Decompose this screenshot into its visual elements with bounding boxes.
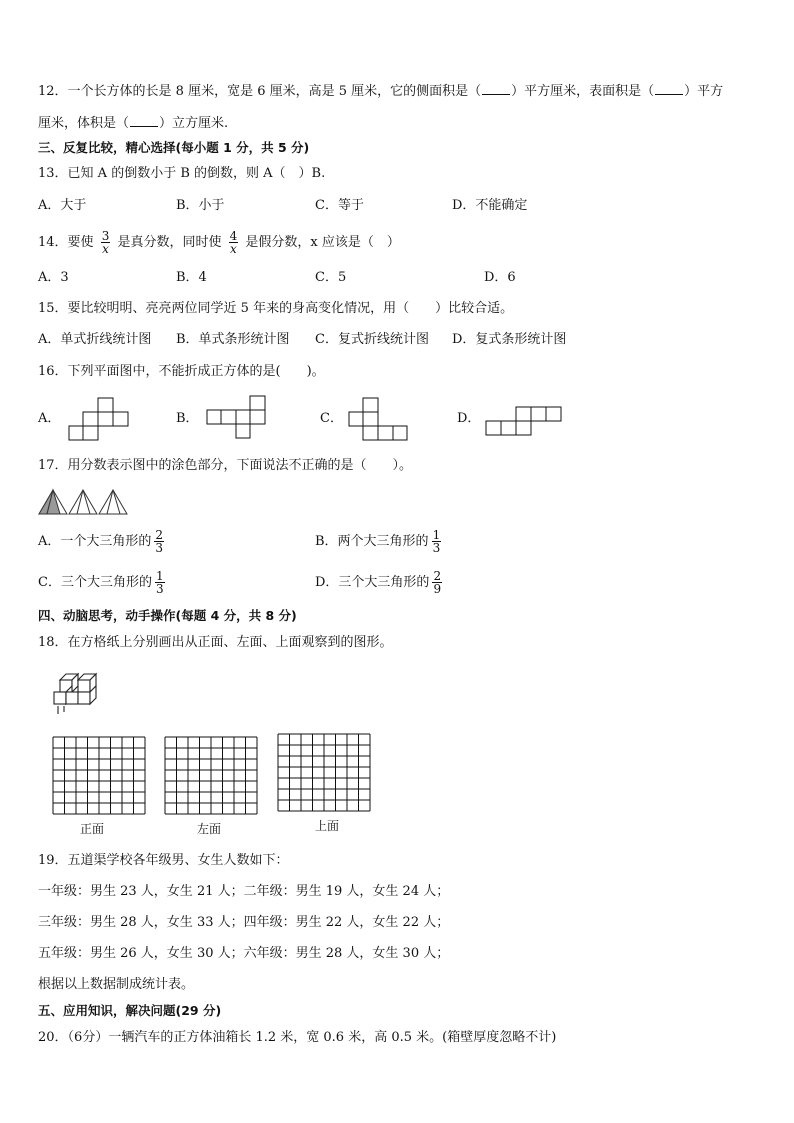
option-d[interactable]: D．6 — [484, 270, 516, 285]
data-line: 三年级：男生 28 人，女生 33 人；四年级：男生 22 人，女生 22 人； — [38, 915, 450, 930]
option-c-label[interactable]: C． — [320, 411, 343, 426]
option-a[interactable]: A．单式折线统计图 — [38, 332, 152, 347]
cube-net-d — [485, 406, 563, 438]
instruction-text: 根据以上数据制成统计表。 — [38, 977, 195, 992]
option-b[interactable]: B．小于 — [176, 198, 225, 213]
option-c[interactable]: C．5 — [315, 270, 347, 285]
section-heading: 五、应用知识，解决问题(29 分) — [38, 1003, 222, 1018]
cube-net-c — [348, 397, 410, 443]
grid-top[interactable] — [277, 733, 371, 813]
option-d[interactable]: D．复式条形统计图 — [452, 332, 567, 347]
option-c[interactable]: C．等于 — [315, 198, 364, 213]
option-a[interactable]: A．一个大三角形的 $\frac{2}{3}$ — [38, 528, 164, 555]
question-stem: 19．五道渠学校各年级男、女生人数如下： — [38, 853, 289, 868]
option-b[interactable]: B．4 — [176, 270, 207, 285]
q14-stem: 14．要使 $\frac{3}{x}$ 是真分数，同时使 $\frac{4}{x}$ 是假分数，x 应该是（ ） — [38, 229, 400, 256]
cube-net-b — [206, 395, 268, 441]
question-stem: 13．已知 A 的倒数小于 B 的倒数，则 A（ ）B. — [38, 166, 326, 181]
option-a-label[interactable]: A． — [38, 411, 61, 426]
grid-label-top: 上面 — [315, 819, 340, 833]
cube-stack-figure — [50, 668, 116, 718]
fraction: $\frac{4}{x}$ — [229, 229, 238, 256]
option-d-label[interactable]: D． — [457, 411, 481, 426]
grid-front[interactable] — [52, 736, 146, 816]
question-stem: 20．（6分）一辆汽车的正方体油箱长 1.2 米，宽 0.6 米，高 0.5 米。(箱壁厚度忽略不计) — [38, 1030, 557, 1045]
option-c[interactable]: C．复式折线统计图 — [315, 332, 429, 347]
question-stem: 18．在方格纸上分别画出从正面、左面、上面观察到的图形。 — [38, 635, 393, 650]
question-stem: 15．要比较明明、亮亮两位同学近 5 年来的身高变化情况，用（ ）比较合适。 — [38, 301, 514, 316]
option-d[interactable]: D．不能确定 — [452, 198, 528, 213]
fraction: $\frac{3}{x}$ — [101, 229, 110, 256]
answer-blank[interactable] — [482, 82, 510, 95]
grid-label-left: 左面 — [197, 822, 222, 836]
option-d[interactable]: D．三个大三角形的 $\frac{2}{9}$ — [315, 569, 442, 596]
option-c[interactable]: C．三个大三角形的 $\frac{1}{3}$ — [38, 569, 164, 596]
question-stem: 16．下列平面图中，不能折成正方体的是( )。 — [38, 364, 325, 379]
grid-left[interactable] — [164, 736, 258, 816]
q12-line1: 12．一个长方体的长是 8 厘米，宽是 6 厘米，高是 5 厘米，它的侧面积是（ ）平方厘米，表面积是（ ）平方 — [38, 84, 724, 99]
cube-net-a — [68, 397, 130, 443]
section-heading: 三、反复比较，精心选择(每小题 1 分，共 5 分) — [38, 140, 310, 155]
data-line: 五年级：男生 26 人，女生 30 人；六年级：男生 28 人，女生 30 人； — [38, 946, 450, 961]
option-b[interactable]: B．单式条形统计图 — [176, 332, 290, 347]
option-b[interactable]: B．两个大三角形的 $\frac{1}{3}$ — [315, 528, 441, 555]
data-line: 一年级：男生 23 人，女生 21 人；二年级：男生 19 人，女生 24 人； — [38, 884, 450, 899]
section-heading: 四、动脑思考，动手操作(每题 4 分，共 8 分) — [38, 608, 297, 623]
triangles-figure — [38, 488, 130, 516]
answer-blank[interactable] — [130, 114, 158, 127]
option-a[interactable]: A．3 — [38, 270, 69, 285]
question-stem: 17．用分数表示图中的涂色部分，下面说法不正确的是（ ）。 — [38, 458, 413, 473]
answer-blank[interactable] — [655, 82, 683, 95]
grid-label-front: 正面 — [80, 822, 105, 836]
option-a[interactable]: A．大于 — [38, 198, 87, 213]
q12-line2: 厘米，体积是（ ）立方厘米. — [38, 116, 229, 131]
option-b-label[interactable]: B． — [176, 411, 199, 426]
